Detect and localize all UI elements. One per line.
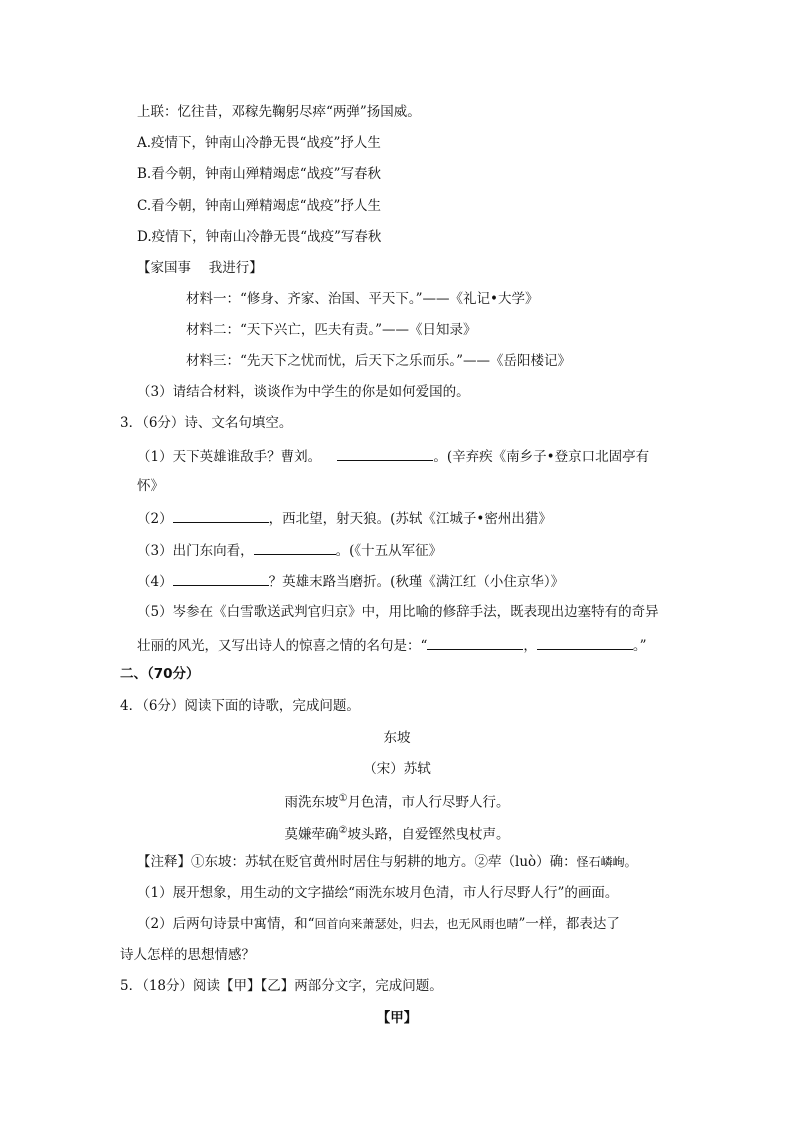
fill-item-4-num: （4）: [137, 574, 173, 590]
question-4-stem: 4．（6分）阅读下面的诗歌，完成问题。: [120, 698, 360, 714]
option-a: A.疫情下，钟南山冷静无畏“战疫”抒人生: [137, 135, 381, 151]
material-2: 材料二：“天下兴亡，匹夫有责。”——《日知录》: [186, 322, 477, 338]
answer-blank[interactable]: [427, 635, 523, 650]
fill-item-3: [137, 540, 442, 560]
answer-blank[interactable]: [173, 571, 269, 586]
q4-sub2-a: （2）后两句诗景中寓情，和“: [137, 916, 315, 932]
note-marker-1: ①: [338, 793, 348, 804]
option-b: B.看今朝，钟南山殚精竭虑“战疫”写春秋: [137, 166, 382, 182]
option-c: C.看今朝，钟南山殚精竭虑“战疫”抒人生: [137, 198, 381, 214]
question-3-stem: 3．（6分）诗、文名句填空。: [120, 415, 293, 431]
passage-jia-heading: 【甲】: [376, 1010, 418, 1026]
answer-blank[interactable]: [254, 540, 336, 555]
poem-line-2: [0, 822, 794, 844]
poem-line-1: [0, 790, 794, 812]
section-heading: 【家国事 我进行】: [137, 260, 263, 276]
poem-notes-a: 【注释】①东坡：苏轼在贬官黄州时居住与躬耕的地方。②荦（luò）确：: [137, 854, 577, 870]
q4-sub2-b: ”一样，都表达了: [518, 916, 620, 932]
poem-notes-b: 怪石嶙峋。: [576, 855, 637, 869]
answer-blank[interactable]: [173, 508, 269, 523]
fill-item-5: （5）岑参在《白雪歌送武判官归京》中，用比喻的修辞手法，既表现出边塞特有的奇异: [137, 604, 659, 620]
poem-notes: [137, 853, 637, 871]
fill-item-2: [137, 508, 552, 528]
poem-line-1-b: 月色清，市人行尽野人行。: [347, 794, 510, 811]
fill-item-4: [137, 571, 564, 591]
answer-blank[interactable]: [337, 446, 433, 461]
fill-item-5-comma: ，: [523, 638, 537, 654]
fill-item-3-text: （3）出门东向看，: [137, 543, 254, 559]
poem-line-2-b: 坡头路，自爱铿然曳杖声。: [347, 826, 510, 843]
fill-item-1-cont: 怀》: [137, 478, 164, 494]
poem-line-1-a: 雨洗东坡: [284, 794, 339, 811]
q4-subquestion-2-cont: 诗人怎样的思想情感？: [120, 947, 255, 963]
fill-item-3-source: 。(《十五从军征》: [335, 543, 443, 559]
fill-item-1-text: （1）天下英雄谁敌手？曹刘。: [137, 449, 322, 465]
fill-item-2-num: （2）: [137, 511, 173, 527]
fill-item-1: [137, 446, 649, 466]
fill-item-1-source: 。(辛弃疾《南乡子•登京口北固亭有: [433, 449, 650, 465]
fill-item-4-text: ？英雄末路当磨折。(秋瑾《满江红（小住京华）》: [268, 574, 565, 590]
fill-item-5-cont: [137, 635, 647, 655]
answer-blank[interactable]: [537, 635, 633, 650]
poem-author: （宋）苏轼: [363, 761, 431, 777]
option-d: D.疫情下，钟南山冷静无畏“战疫”写春秋: [137, 229, 382, 245]
q4-sub2-quote: 回首向来萧瑟处，归去，也无风雨也晴: [314, 917, 519, 931]
poem-line-2-a: 莫嫌荦确: [284, 826, 339, 843]
fill-item-5-text: 壮丽的风光，又写出诗人的惊喜之情的名句是：“: [137, 638, 428, 654]
question-5-stem: 5．（18分）阅读【甲】【乙】两部分文字，完成问题。: [120, 978, 443, 994]
poem-title: 东坡: [383, 730, 411, 746]
q4-subquestion-2: [137, 915, 620, 933]
material-3: 材料三：“先天下之忧而忧，后天下之乐而乐。”——《岳阳楼记》: [186, 353, 572, 369]
fill-item-2-text: ，西北望，射天狼。(苏轼《江城子•密州出猎》: [268, 511, 552, 527]
material-1: 材料一：“修身、齐家、治国、平天下。”——《礼记•大学》: [186, 291, 539, 307]
part-two-heading: 二、（70分）: [120, 666, 200, 682]
note-marker-2: ②: [338, 825, 348, 836]
upper-couplet: 上联：忆往昔，邓稼先鞠躬尽瘁“两弹”扬国威。: [137, 104, 421, 120]
q4-subquestion-1: （1）展开想象，用生动的文字描绘“雨洗东坡月色清，市人行尽野人行”的画面。: [137, 885, 619, 901]
fill-item-5-end: 。”: [632, 638, 647, 654]
subquestion-3: （3）请结合材料，谈谈作为中学生的你是如何爱国的。: [137, 384, 470, 400]
